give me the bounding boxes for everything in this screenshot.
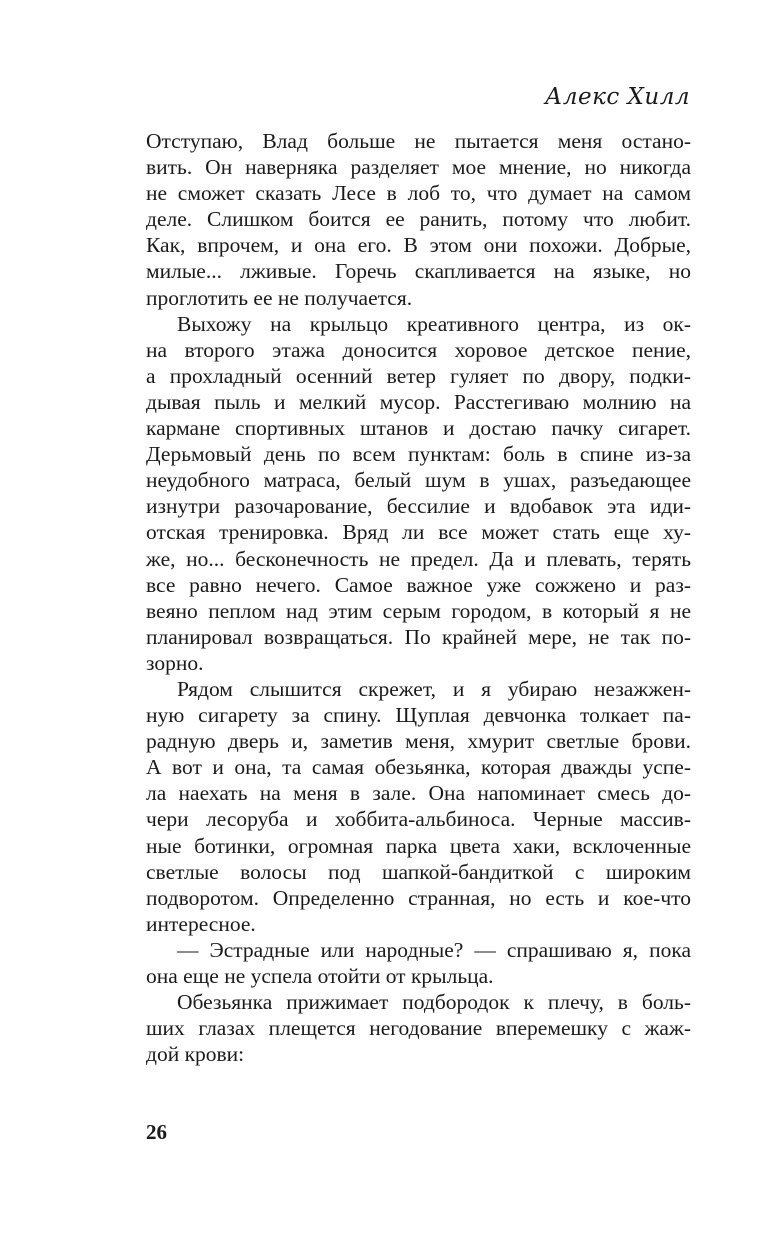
text-line: не сможет сказать Лесе в лоб то, что думает на самом [146, 181, 691, 206]
text-line: чери лесоруба и хоббита-альбиноса. Черные массив- [146, 807, 691, 832]
text-line: вить. Он наверняка разделяет мое мнение, но никогда [146, 155, 691, 180]
text-line: кармане спортивных штанов и достаю пачку сигарет. [146, 416, 691, 441]
text-line: ших глазах плещется негодование вперемешку с жаж- [146, 1016, 691, 1041]
text-line: Рядом слышится скрежет, и я убираю незажжен- [177, 676, 691, 701]
running-head-author: Алекс Хилл [544, 84, 690, 110]
body-text [146, 128, 691, 1067]
text-line: отская тренировка. Вряд ли все может стать еще ху- [146, 520, 691, 545]
text-line: подворотом. Определенно странная, но есть и кое-что [146, 885, 691, 910]
text-line: неудобного матраса, белый шум в ушах, разъедающее [146, 468, 691, 493]
text-line: милые... лживые. Горечь скапливается на языке, но [146, 259, 691, 284]
text-line: она еще не успела отойти от крыльца. [146, 964, 494, 988]
text-line: на второго этажа доносится хоровое детское пение, [146, 337, 691, 362]
text-line: ла наехать на меня в зале. Она напоминает смесь до- [146, 781, 691, 806]
text-line: веяно пеплом над этим серым городом, в который я не [146, 598, 691, 623]
text-line: Как, впрочем, и она его. В этом они похожи. Добрые, [146, 233, 691, 258]
text-line: же, но... бесконечность не предел. Да и плевать, терять [146, 546, 691, 571]
text-line: Дерьмовый день по всем пунктам: боль в спине из-за [146, 442, 691, 467]
text-line: изнутри разочарование, бессилие и вдобавок эта иди- [146, 494, 691, 519]
text-line: радную дверь и, заметив меня, хмурит светлые брови. [146, 729, 691, 754]
page-number: 26 [146, 1120, 167, 1144]
text-line: А вот и она, та самая обезьянка, которая дважды успе- [146, 755, 691, 780]
text-line: Отступаю, Влад больше не пытается меня остано- [146, 129, 691, 153]
text-line: дой крови: [146, 1042, 245, 1067]
text-line: все равно нечего. Самое важное уже сожжено и раз- [146, 572, 691, 597]
text-line: проглотить ее не получается. [146, 285, 413, 310]
text-line: деле. Слишком боится ее ранить, потому что любит. [146, 207, 691, 232]
text-line: ные ботинки, огромная парка цвета хаки, всклоченные [146, 833, 691, 858]
text-line: зорно. [146, 650, 204, 675]
text-line: Выхожу на крыльцо креативного центра, из ок- [177, 311, 691, 336]
text-line: дывая пыль и мелкий мусор. Расстегиваю молнию на [146, 389, 691, 414]
text-line: планировал возвращаться. По крайней мере, не так по- [146, 624, 691, 649]
text-line: интересное. [146, 911, 256, 936]
dialogue-line: — Эстрадные или народные? — спрашиваю я, пока [177, 937, 691, 962]
text-line: ную сигарету за спину. Щуплая девчонка толкает па- [146, 703, 691, 728]
text-line: светлые волосы под шапкой-бандиткой с широким [146, 859, 691, 884]
text-line: Обезьянка прижимает подбородок к плечу, в боль- [177, 990, 691, 1015]
text-line: а прохладный осенний ветер гуляет по двору, подки- [146, 363, 691, 388]
